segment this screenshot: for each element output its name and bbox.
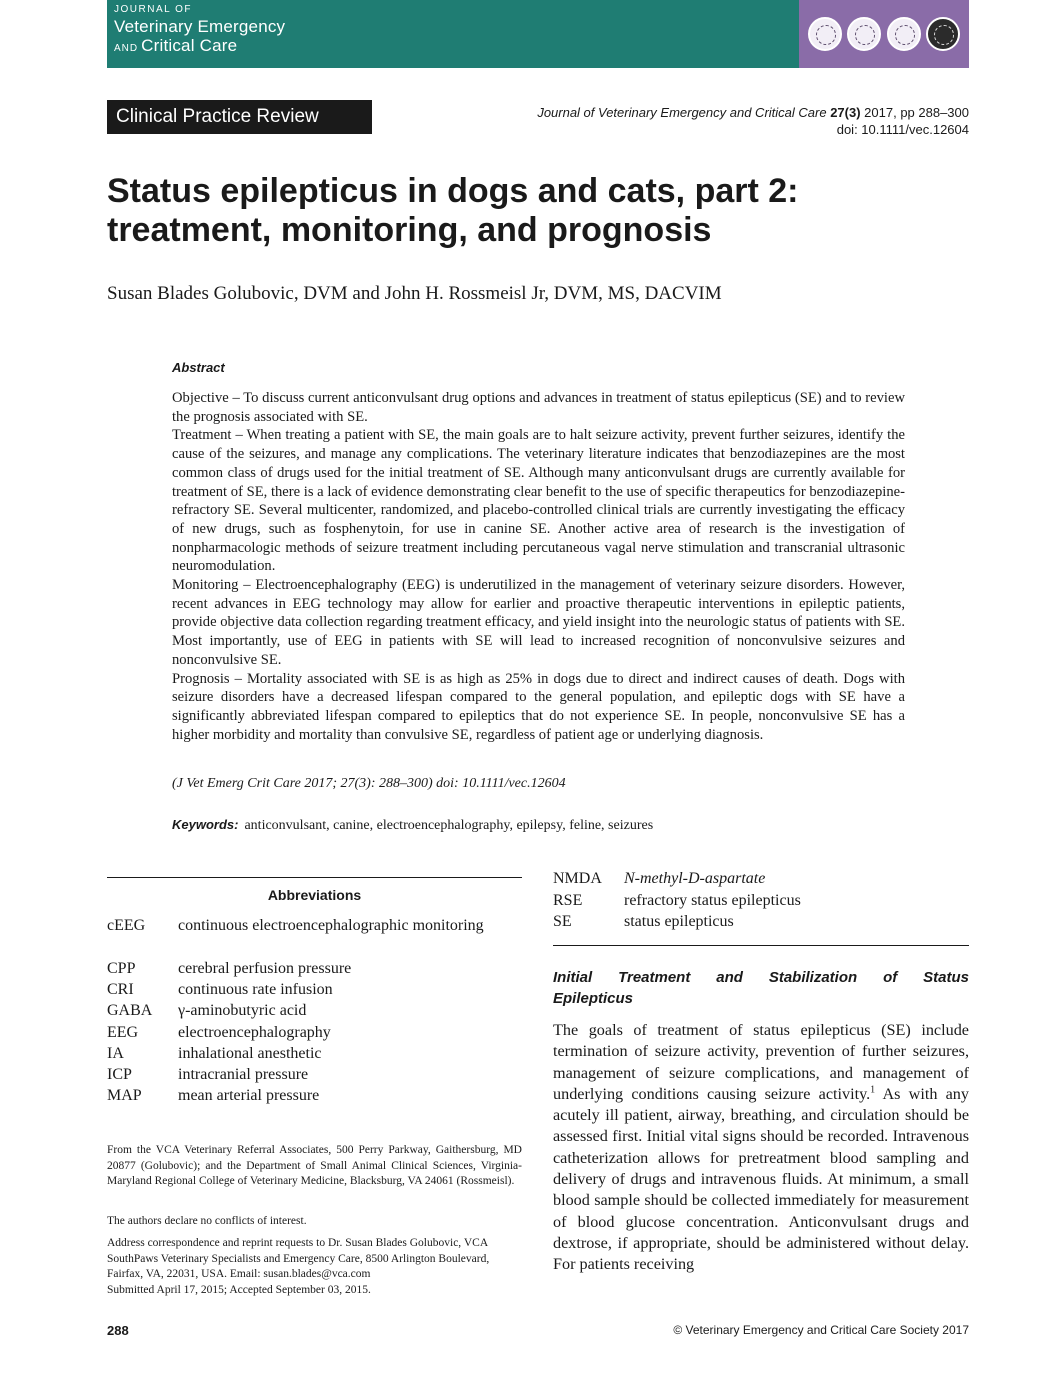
abstract-prognosis: [172, 670, 905, 745]
abbreviation-definition: status epilepticus: [624, 913, 734, 930]
abbreviation-definition: γ-aminobutyric acid: [178, 1002, 307, 1019]
abbreviation-term: RSE: [553, 892, 583, 909]
treatment-text: – When treating a patient with SE, the main goals are to halt seizure activity, prevent further seizures, identify the cause of the seizures, and manage any complications. The veterinary literature indicates that benzodiazepines are the most common class of drugs used for the initial treatment of SE. Although many anticonvulsant drugs are currently available for treatment of SE, there is a lack of evidence demonstrating clear benefit to the use of specific therapeutics for benzodiazepine-refractory SE. Several multicenter, randomized, and placebo-controlled clinical trials are currently investigating the efficacy of new drugs, such as fosphenytoin, for use in canine SE. Another active area of research is the investigation of nonpharmacologic methods of seizure treatment including percutaneous vagal nerve stimulation and transcranial ultrasonic neuromodulation.: [172, 427, 905, 575]
society-seal-icon: [887, 17, 921, 51]
doi: doi: 10.1111/vec.12604: [836, 122, 969, 137]
journal-name-line1: Veterinary Emergency: [114, 17, 286, 36]
abbreviation-term: IA: [107, 1045, 124, 1062]
journal-logo: [114, 5, 285, 58]
abbreviations-top-rule: [107, 877, 522, 878]
keywords-label: Keywords:: [172, 817, 239, 832]
submission-dates: Submitted April 17, 2015; Accepted September 03, 2015.: [107, 1283, 371, 1296]
treatment-label: Treatment: [172, 427, 232, 444]
abstract-monitoring: [172, 576, 905, 670]
article-title: [107, 172, 987, 250]
journal-of-label: JOURNAL OF: [114, 4, 192, 15]
conflicts-statement: The authors declare no conflicts of interest.: [107, 1215, 307, 1227]
journal-name-line2: Critical Care: [141, 36, 238, 55]
author-affiliation: From the VCA Veterinary Referral Associates, 500 Perry Parkway, Gaithersburg, MD 20877 (Golubovic); and the Department of Small Animal Clinical Sciences, Virginia-Maryland Regional College of Veterinary Medicine, Blacksburg, VA 24061 (Rossmeisl).: [107, 1144, 522, 1187]
citation-pages: 2017, pp 288–300: [860, 105, 969, 120]
section-body: [553, 1020, 969, 1276]
society-seal-icon: [847, 17, 881, 51]
abbreviation-term: EEG: [107, 1024, 139, 1041]
correspondence: [107, 1236, 522, 1298]
objective-text: – To discuss current anticonvulsant drug options and advances in treatment of status epilepticus (SE) and to review the prognosis associated with SE.: [172, 390, 905, 425]
society-seals-banner: [799, 0, 969, 68]
abstract-treatment: [172, 426, 905, 576]
abbreviation-definition: mean arterial pressure: [178, 1087, 320, 1104]
journal-and-label: AND: [114, 43, 139, 54]
abbreviation-term: CPP: [107, 960, 136, 977]
keywords: [172, 817, 653, 834]
abbreviation-definition: intracranial pressure: [178, 1066, 309, 1083]
section-tag: Clinical Practice Review: [107, 100, 372, 134]
abbreviation-term: MAP: [107, 1087, 142, 1104]
abbreviation-term: NMDA: [553, 870, 602, 887]
abbreviation-definition: inhalational anesthetic: [178, 1045, 322, 1062]
keywords-list: anticonvulsant, canine, electroencephalography, epilepsy, feline, seizures: [244, 818, 654, 833]
abbreviation-definition: N-methyl-D-aspartate: [624, 870, 766, 887]
abbreviation-term: cEEG: [107, 917, 146, 934]
monitoring-text: – Electroencephalography (EEG) is underutilized in the management of veterinary seizure disorders. However, recent advances in EEG technology may allow for earlier and proactive therapeutic interventions in epileptic patients, provide objective data collection regarding treatment efficacy, and yield insight into the neurologic status of patients with SE. Most importantly, use of EEG in patients with SE will lead to increased recognition of nonconvulsive seizures and nonconvulsive SE.: [172, 577, 905, 668]
abbreviation-term: CRI: [107, 981, 134, 998]
body-text-part2: As with any acutely ill patient, airway, breathing, and circulation should be assessed first. Initial vital signs should be recorded. Intravenous catheterization allows for pretreatment blood sampling and delivery of drugs and intravenous fluids. At minimum, a small blood sample should be collected immediately for measurement of blood glucose concentration. Anticonvulsant drugs and dextrose, if appropriate, should be administered without delay. For patients receiving: [553, 1084, 969, 1274]
prognosis-label: Prognosis: [172, 670, 230, 687]
abbreviations-bottom-rule: [553, 945, 969, 946]
society-seal-icon: [808, 17, 842, 51]
abbreviation-definition: refractory status epilepticus: [624, 892, 801, 909]
page-number: 288: [107, 1323, 129, 1338]
copyright: © Veterinary Emergency and Critical Care Society 2017: [673, 1323, 969, 1337]
correspondence-address: Address correspondence and reprint requests to Dr. Susan Blades Golubovic, VCA SouthPaws Veterinary Specialists and Emergency Care, 8500 Arlington Boulevard, Fairfax, VA, 22031, USA. Email: susan.blades@vca.com: [107, 1237, 490, 1281]
abbreviation-definition: electroencephalography: [178, 1024, 331, 1041]
abbreviations-heading: Abbreviations: [267, 887, 362, 903]
objective-label: Objective: [172, 390, 229, 406]
abbreviation-definition: continuous rate infusion: [178, 981, 333, 998]
article-authors: Susan Blades Golubovic, DVM and John H. Rossmeisl Jr, DVM, MS, DACVIM: [107, 283, 722, 304]
abbreviation-term: ICP: [107, 1066, 132, 1083]
citation-volume: 27(3): [830, 105, 861, 120]
body-text-part1: The goals of treatment of status epilepticus (SE) include termination of seizure activity, prevention of further seizures, management of seizure complications, and management of underlying conditions causing seizure activity.: [553, 1021, 969, 1103]
reference-superscript: 1: [870, 1084, 876, 1096]
title-line1: Status epilepticus in dogs and cats, part 2:: [107, 172, 799, 210]
section-heading-line1: Initial Treatment and Stabilization of Status: [553, 969, 969, 986]
monitoring-label: Monitoring: [172, 577, 239, 594]
prognosis-text: – Mortality associated with SE is as high as 25% in dogs due to direct and indirect causes of death. Dogs with seizure disorders have a decreased lifespan compared to the general population, and epileptic dogs with SE have a significantly abbreviated lifespan compared to epileptics that do not experience SE. In people, nonconvulsive SE has a higher morbidity and mortality than convulsive SE, regardless of patient age or underlying diagnosis.: [172, 670, 905, 743]
society-seal-icon: [926, 17, 960, 51]
abstract-heading: Abstract: [172, 360, 225, 375]
abstract-objective: [172, 389, 905, 426]
abbreviation-definition: continuous electroencephalographic monitoring: [178, 917, 484, 934]
title-line2: treatment, monitoring, and prognosis: [107, 211, 712, 249]
abbreviation-definition: cerebral perfusion pressure: [178, 960, 352, 977]
abbreviation-term: SE: [553, 913, 572, 930]
section-heading-line2: Epilepticus: [553, 990, 634, 1007]
abstract-citation: (J Vet Emerg Crit Care 2017; 27(3): 288–300) doi: 10.1111/vec.12604: [172, 776, 566, 791]
section-heading: [553, 967, 969, 1009]
abbreviation-term: GABA: [107, 1002, 153, 1019]
citation-journal: Journal of Veterinary Emergency and Critical Care: [537, 105, 827, 120]
abstract-body: [172, 389, 905, 744]
journal-citation: [537, 104, 969, 138]
